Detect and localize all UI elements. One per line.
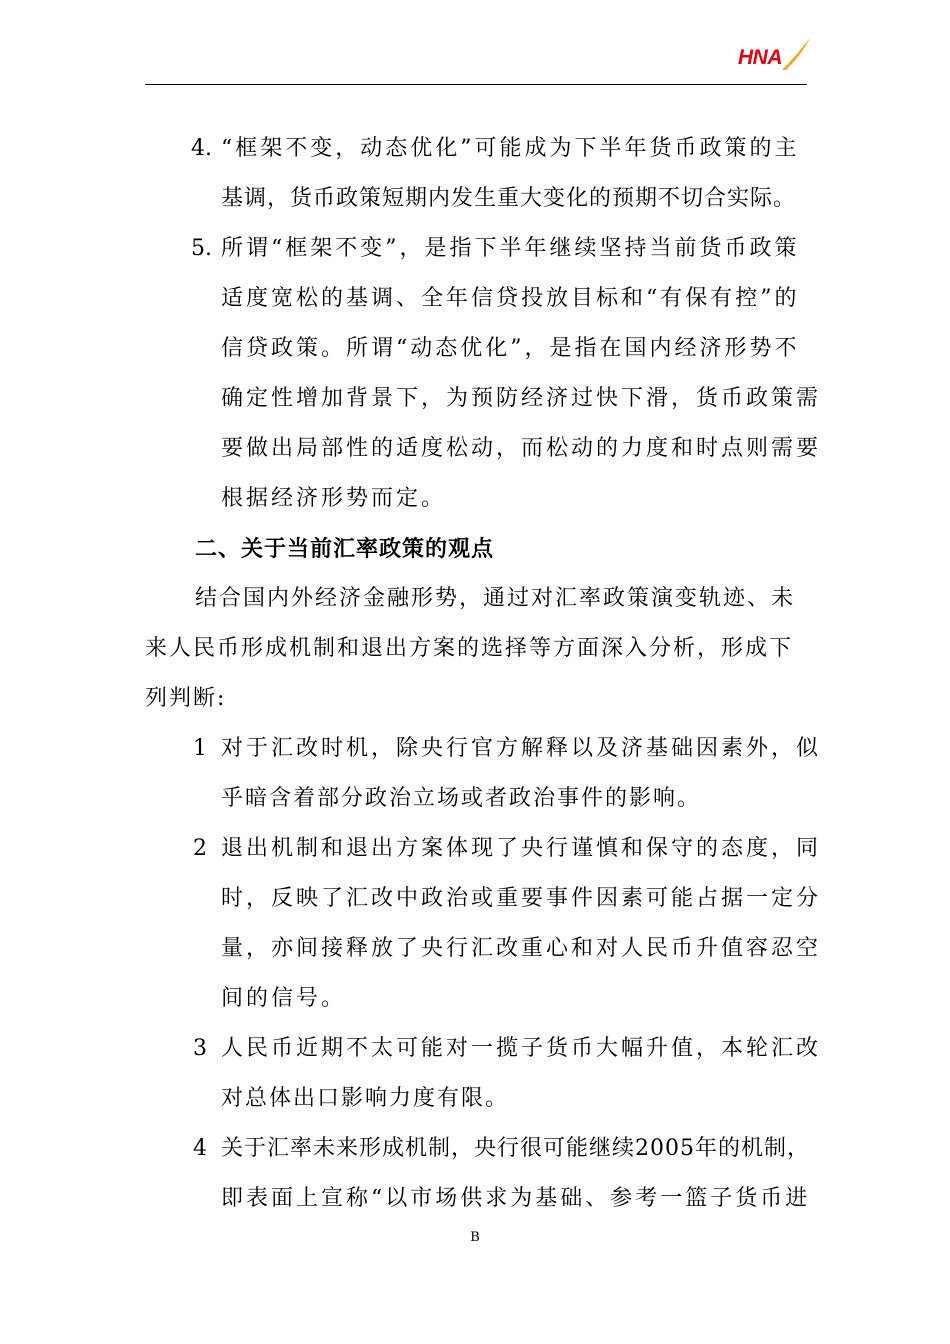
list-number: 4 <box>193 1136 207 1161</box>
paragraph-line: 对于汇改时机，除央行官方解释以及济基础因素外，似 <box>221 736 822 761</box>
paragraph-line: 结合国内外经济金融形势，通过对汇率政策演变轨迹、未 <box>195 586 796 611</box>
paragraph-line: 所谓“框架不变”，是指下半年继续坚持当前货币政策 <box>221 236 800 261</box>
list-number: 2 <box>193 836 207 861</box>
paragraph-line: 间的信号。 <box>221 986 347 1011</box>
hna-logo <box>738 36 812 74</box>
logo-swoosh-icon <box>738 36 812 74</box>
paragraph-line: 信贷政策。所谓“动态优化”，是指在国内经济形势不 <box>221 336 800 361</box>
paragraph-line: 乎暗含着部分政治立场或者政治事件的影响。 <box>221 786 702 811</box>
paragraph-line: 即表面上宣称“以市场供求为基础、参考一篮子货币进 <box>221 1186 811 1211</box>
paragraph-line: 确定性增加背景下，为预防经济过快下滑，货币政策需 <box>221 386 822 411</box>
paragraph-line: 对总体出口影响力度有限。 <box>221 1086 510 1111</box>
paragraph-line: 列判断: <box>145 686 227 711</box>
paragraph-line: 根据经济形势而定。 <box>221 486 447 511</box>
paragraph-line: “框架不变，动态优化”可能成为下半年货币政策的主 <box>221 136 800 161</box>
list-number: 5. <box>191 236 212 261</box>
paragraph-line: 时，反映了汇改中政治或重要事件因素可能占据一定分 <box>221 886 822 911</box>
paragraph-line: 人民币近期不太可能对一揽子货币大幅升值，本轮汇改 <box>221 1036 822 1061</box>
list-number: 4. <box>191 136 212 161</box>
paragraph-line: 适度宽松的基调、全年信贷投放目标和“有保有控”的 <box>221 286 800 311</box>
paragraph-line: 来人民币形成机制和退出方案的选择等方面深入分析，形成下 <box>145 636 794 661</box>
paragraph-line: 量，亦间接释放了央行汇改重心和对人民币升值容忍空 <box>221 936 822 961</box>
paragraph-line: 关于汇率未来形成机制，央行很可能继续2005年的机制， <box>221 1136 810 1161</box>
section-title: 二、关于当前汇率政策的观点 <box>195 536 495 562</box>
logo-text: HNA <box>738 46 782 69</box>
header-rule <box>145 84 807 85</box>
list-number: 1 <box>193 736 207 761</box>
list-number: 3 <box>193 1036 207 1061</box>
page-label: B <box>470 1230 480 1245</box>
paragraph-line: 要做出局部性的适度松动，而松动的力度和时点则需要 <box>221 436 822 461</box>
paragraph-line: 退出机制和退出方案体现了央行谨慎和保守的态度，同 <box>221 836 822 861</box>
paragraph-line: 基调，货币政策短期内发生重大变化的预期不切合实际。 <box>221 186 797 211</box>
